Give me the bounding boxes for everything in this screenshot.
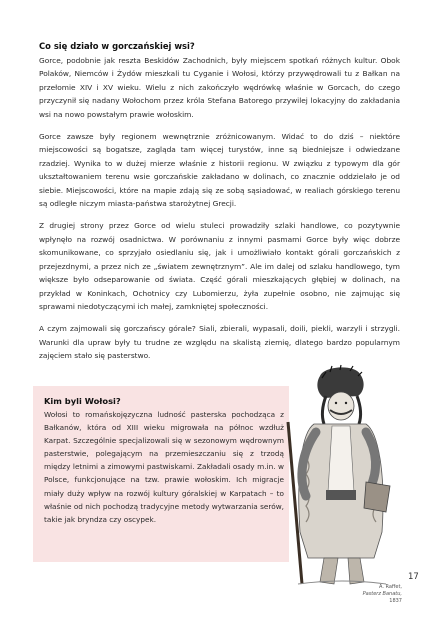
illustration-caption: [322, 584, 402, 605]
paragraph-4: A czym zajmowali się gorczańscy górale? Siali, zbierali, wypasali, doili, piekli, warzyli i strzygli. Warunki dla upraw były tu trudne ze względu na skalistą ziemię, dlatego bardzo popularnym zajęciem stało się pasterstwo.: [39, 324, 400, 361]
info-box-title: Kim byli Wołosi?: [44, 396, 121, 406]
paragraph-2: Gorce zawsze były regionem wewnętrznie zróżnicowanym. Widać to do dziś – niektóre miejscowości są bogatsze, zagląda tam więcej turystów, inne są biedniejsze i odwiedzane rzadziej. Wynika to w dużej mierze właśnie z historii regionu. W związku z typowym dla gór ukształtowaniem terenu wsie gorczańskie zakładano w dolinach, co znacznie oddzielało je od siebie. Miejscowości, które na mapie zdają się ze sobą sąsiadować, w realiach górskiego terenu są odległe niczym miasta-państwa starożytnej Grecji.: [39, 132, 400, 209]
paragraph-1: Gorce, podobnie jak reszta Beskidów Zachodnich, były miejscem spotkań różnych kultur. Obok Polaków, Niemców i Żydów mieszkali tu Cyganie i Wołosi, którzy przywędrowali tu z Bałkan na przełomie XIV i XV wieku. Wielu z nich zakończyło wędrówkę właśnie w Gorcach, do czego przyczynił się nadany Wołochom przez króla Stefana Batorego przywilej lokacyjny do zakładania wsi na nowo powstałym prawie wołoskim.: [39, 56, 400, 119]
caption-title: Pasterz Banatu,: [362, 591, 402, 597]
section-title: Co się działo w gorczańskiej wsi?: [39, 41, 195, 51]
shepherd-engraving-illustration: [262, 362, 412, 588]
main-text-column: [39, 40, 400, 372]
caption-year: 1837: [389, 598, 402, 604]
info-box: [33, 386, 289, 562]
page-number: 17: [408, 572, 419, 582]
paragraph-3: Z drugiej strony przez Gorce od wielu stuleci prowadziły szlaki handlowe, co pozytywnie wpłynęło na rozwój osadnictwa. W porównaniu z innymi pasmami Gorce były więc dobrze skomunikowane, co sprzyjało osiedlaniu się, jak i umożliwiało kontakt górali gorczańskich z przejezdnymi, a przez nich ze „światem zewnętrznym”. Ale im dalej od szlaku handlowego, tym większe było odseparowanie od świata. Część górali mieszkających głębiej w dolinach, na przykład w Koninkach, Ochotnicy czy Lubomierzu, żyła zupełnie osobno, nie zajmując się sprawami niedotyczącymi ich małej, zamkniętej społeczności.: [39, 221, 400, 311]
caption-author: A. Raffet,: [378, 584, 402, 590]
info-box-text: Wołosi to romańskojęzyczna ludność pasterska pochodząca z Bałkanów, która od XIII wieku migrowała na północ wzdłuż Karpat. Szczególnie specjalizowali się w sezonowym wędrownym pasterstwie, polegającym na przemieszczaniu się z trzodą między letnimi a zimowymi pastwiskami. Zakładali osady m.in. w Polsce, funkcjonujące na tzw. prawie wołoskim. Ich migracje miały duży wpływ na rozwój kultury góralskiej w Karpatach – to właśnie od nich pochodzą tradycyjne metody wytwarzania serów, takie jak bryndza czy oscypek.: [44, 410, 284, 524]
